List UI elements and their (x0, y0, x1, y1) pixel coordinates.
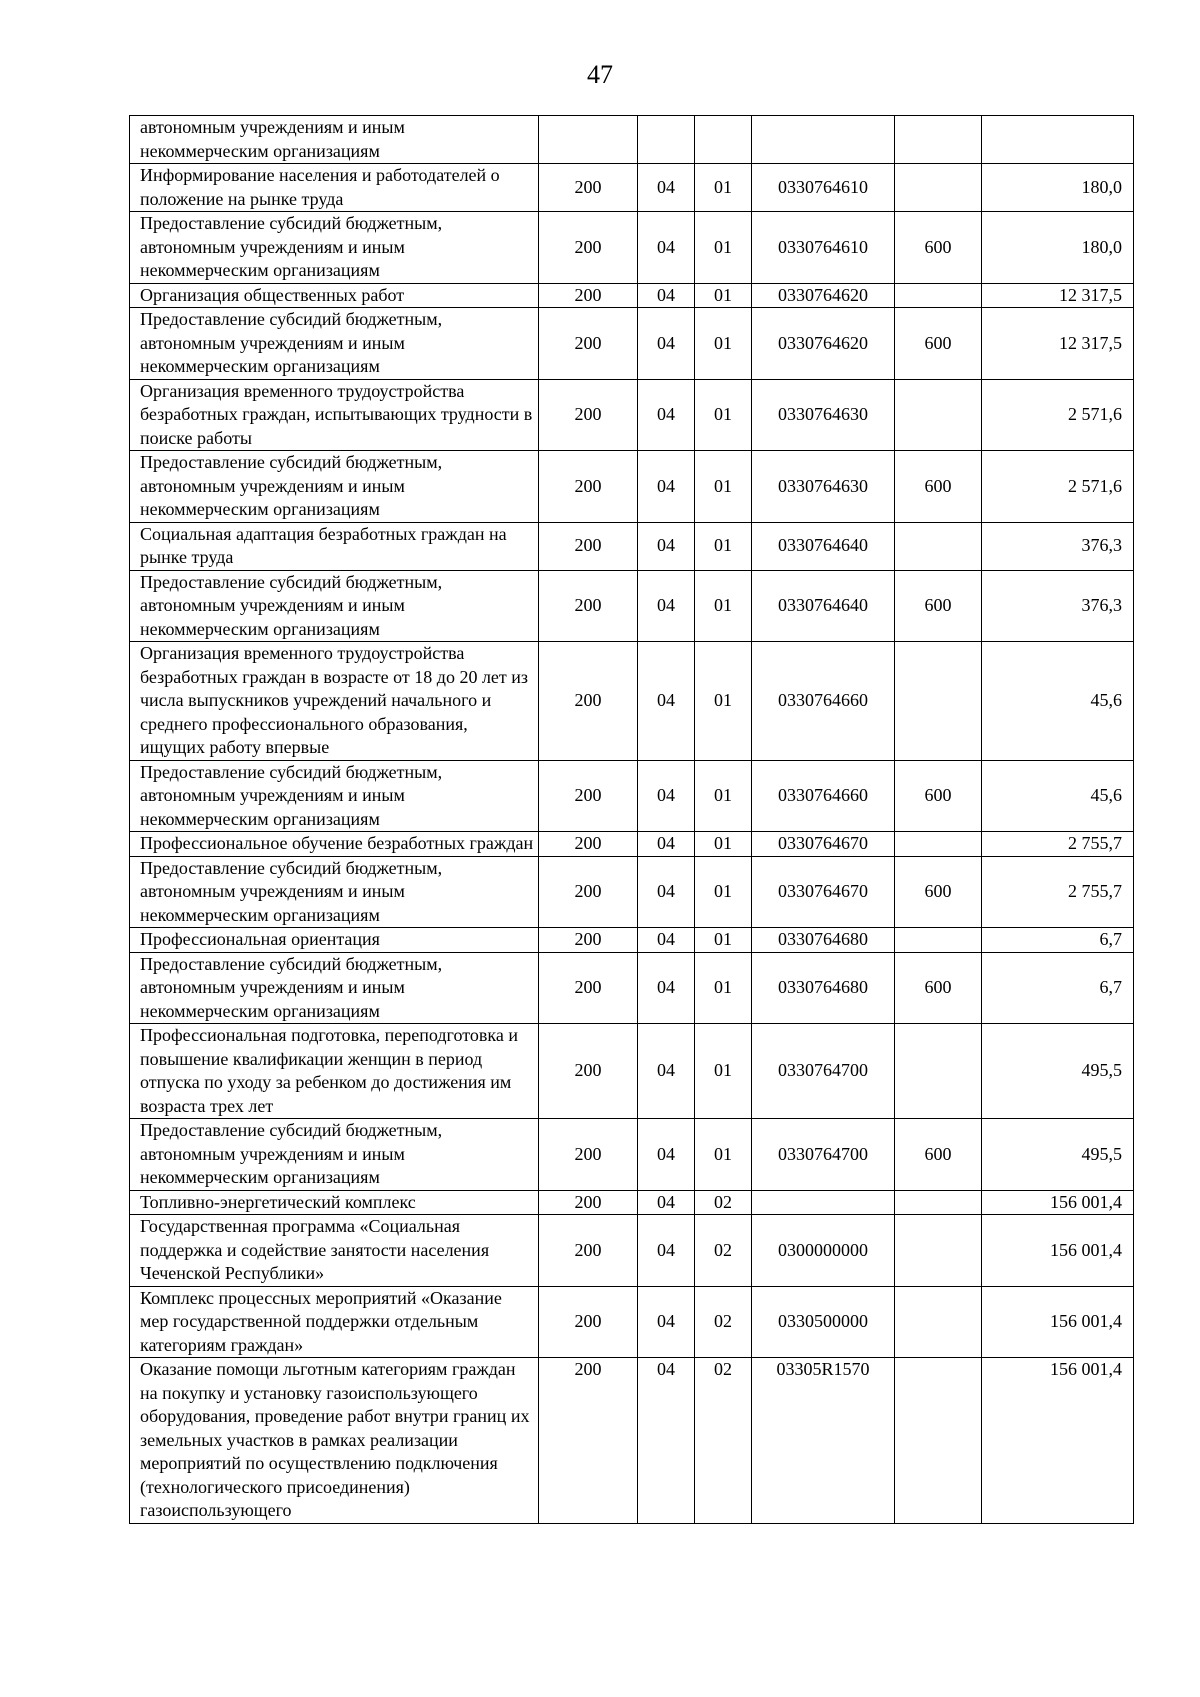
cell-expense-type (895, 522, 982, 570)
cell-amount: 156 001,4 (982, 1358, 1134, 1524)
cell-expense-type (895, 1286, 982, 1358)
cell-subsection: 01 (695, 164, 752, 212)
cell-amount: 495,5 (982, 1119, 1134, 1191)
cell-target-code: 0330764610 (752, 164, 895, 212)
cell-ministry: 200 (539, 856, 638, 928)
table-row (130, 379, 1134, 451)
cell-name: Информирование населения и работодателей о положение на рынке труда (130, 164, 539, 212)
cell-section: 04 (638, 451, 695, 523)
cell-subsection: 01 (695, 856, 752, 928)
budget-table (129, 115, 1134, 1524)
cell-expense-type (895, 164, 982, 212)
cell-amount: 45,6 (982, 760, 1134, 832)
cell-target-code: 0330764700 (752, 1024, 895, 1119)
cell-subsection: 01 (695, 928, 752, 953)
cell-expense-type (895, 1190, 982, 1215)
cell-section: 04 (638, 522, 695, 570)
cell-section: 04 (638, 570, 695, 642)
cell-target-code: 0330764670 (752, 832, 895, 857)
cell-target-code (752, 116, 895, 164)
cell-ministry: 200 (539, 1024, 638, 1119)
cell-section: 04 (638, 308, 695, 380)
table-body (130, 116, 1134, 1524)
cell-target-code: 0330764660 (752, 760, 895, 832)
table-row (130, 522, 1134, 570)
table-row (130, 952, 1134, 1024)
cell-subsection (695, 116, 752, 164)
cell-expense-type: 600 (895, 952, 982, 1024)
cell-ministry: 200 (539, 1286, 638, 1358)
cell-target-code: 0330764640 (752, 570, 895, 642)
cell-target-code: 0330764630 (752, 451, 895, 523)
cell-section: 04 (638, 379, 695, 451)
cell-section: 04 (638, 1358, 695, 1524)
cell-ministry: 200 (539, 451, 638, 523)
cell-name: Оказание помощи льготным категориям граждан на покупку и установку газоиспользующего оборудования, проведение работ внутри границ их земельных участков в рамках реализации мероприятий по осуществлению подключения (технологического присоединения) газоиспользующего (130, 1358, 539, 1524)
cell-name: Организация временного трудоустройства безработных граждан, испытывающих трудности в поиске работы (130, 379, 539, 451)
table-row (130, 1215, 1134, 1287)
cell-expense-type (895, 283, 982, 308)
cell-amount: 12 317,5 (982, 283, 1134, 308)
cell-amount: 376,3 (982, 570, 1134, 642)
cell-amount (982, 116, 1134, 164)
cell-expense-type: 600 (895, 1119, 982, 1191)
cell-target-code: 0330764630 (752, 379, 895, 451)
cell-section: 04 (638, 212, 695, 284)
cell-name: Комплекс процессных мероприятий «Оказание мер государственной поддержки отдельным категориям граждан» (130, 1286, 539, 1358)
cell-name: Предоставление субсидий бюджетным, автономным учреждениям и иным некоммерческим организациям (130, 760, 539, 832)
cell-target-code: 0300000000 (752, 1215, 895, 1287)
cell-ministry (539, 116, 638, 164)
table-row (130, 642, 1134, 761)
cell-subsection: 01 (695, 308, 752, 380)
cell-subsection: 02 (695, 1358, 752, 1524)
cell-amount: 376,3 (982, 522, 1134, 570)
cell-target-code: 0330764640 (752, 522, 895, 570)
cell-amount: 12 317,5 (982, 308, 1134, 380)
cell-target-code: 0330764610 (752, 212, 895, 284)
cell-expense-type: 600 (895, 760, 982, 832)
cell-subsection: 01 (695, 1119, 752, 1191)
cell-target-code: 03305R1570 (752, 1358, 895, 1524)
cell-amount: 6,7 (982, 952, 1134, 1024)
cell-amount: 156 001,4 (982, 1190, 1134, 1215)
cell-subsection: 01 (695, 952, 752, 1024)
cell-subsection: 01 (695, 522, 752, 570)
cell-subsection: 01 (695, 642, 752, 761)
table-row (130, 212, 1134, 284)
cell-expense-type (895, 642, 982, 761)
cell-ministry: 200 (539, 928, 638, 953)
table-row (130, 856, 1134, 928)
table-row (130, 116, 1134, 164)
cell-name: Топливно-энергетический комплекс (130, 1190, 539, 1215)
cell-ministry: 200 (539, 760, 638, 832)
cell-amount: 2 571,6 (982, 451, 1134, 523)
cell-amount: 180,0 (982, 212, 1134, 284)
cell-amount: 180,0 (982, 164, 1134, 212)
cell-name: автономным учреждениям и иным некоммерческим организациям (130, 116, 539, 164)
cell-expense-type (895, 116, 982, 164)
cell-target-code (752, 1190, 895, 1215)
cell-ministry: 200 (539, 1215, 638, 1287)
cell-expense-type (895, 1215, 982, 1287)
cell-target-code: 0330764700 (752, 1119, 895, 1191)
cell-expense-type (895, 832, 982, 857)
cell-target-code: 0330764670 (752, 856, 895, 928)
cell-ministry: 200 (539, 212, 638, 284)
cell-section: 04 (638, 1024, 695, 1119)
cell-expense-type: 600 (895, 570, 982, 642)
cell-name: Предоставление субсидий бюджетным, автономным учреждениям и иным некоммерческим организациям (130, 451, 539, 523)
cell-name: Организация временного трудоустройства безработных граждан в возрасте от 18 до 20 лет из числа выпускников учреждений начального и среднего профессионального образования, ищущих работу впервые (130, 642, 539, 761)
cell-name: Организация общественных работ (130, 283, 539, 308)
cell-name: Предоставление субсидий бюджетным, автономным учреждениям и иным некоммерческим организациям (130, 856, 539, 928)
cell-section: 04 (638, 832, 695, 857)
table-row (130, 164, 1134, 212)
cell-section: 04 (638, 642, 695, 761)
cell-subsection: 02 (695, 1215, 752, 1287)
cell-ministry: 200 (539, 642, 638, 761)
table-row (130, 283, 1134, 308)
cell-target-code: 0330764660 (752, 642, 895, 761)
cell-name: Государственная программа «Социальная поддержка и содействие занятости населения Чеченской Республики» (130, 1215, 539, 1287)
table-row (130, 308, 1134, 380)
cell-section: 04 (638, 1286, 695, 1358)
cell-ministry: 200 (539, 1358, 638, 1524)
page-number: 47 (587, 60, 613, 89)
cell-target-code: 0330764680 (752, 952, 895, 1024)
table-row (130, 1119, 1134, 1191)
cell-section: 04 (638, 856, 695, 928)
cell-amount: 156 001,4 (982, 1215, 1134, 1287)
cell-amount: 6,7 (982, 928, 1134, 953)
cell-name: Предоставление субсидий бюджетным, автономным учреждениям и иным некоммерческим организациям (130, 308, 539, 380)
cell-subsection: 02 (695, 1286, 752, 1358)
cell-section: 04 (638, 1119, 695, 1191)
cell-name: Профессиональное обучение безработных граждан (130, 832, 539, 857)
cell-expense-type: 600 (895, 212, 982, 284)
cell-expense-type (895, 1024, 982, 1119)
cell-amount: 45,6 (982, 642, 1134, 761)
cell-subsection: 02 (695, 1190, 752, 1215)
cell-ministry: 200 (539, 379, 638, 451)
cell-section: 04 (638, 1215, 695, 1287)
cell-ministry: 200 (539, 570, 638, 642)
cell-section: 04 (638, 1190, 695, 1215)
cell-subsection: 01 (695, 212, 752, 284)
cell-name: Предоставление субсидий бюджетным, автономным учреждениям и иным некоммерческим организациям (130, 1119, 539, 1191)
cell-subsection: 01 (695, 570, 752, 642)
cell-subsection: 01 (695, 451, 752, 523)
cell-expense-type (895, 379, 982, 451)
cell-subsection: 01 (695, 379, 752, 451)
cell-ministry: 200 (539, 832, 638, 857)
cell-ministry: 200 (539, 308, 638, 380)
cell-expense-type: 600 (895, 856, 982, 928)
cell-subsection: 01 (695, 283, 752, 308)
cell-amount: 2 571,6 (982, 379, 1134, 451)
cell-expense-type (895, 928, 982, 953)
cell-expense-type: 600 (895, 308, 982, 380)
cell-expense-type: 600 (895, 451, 982, 523)
cell-expense-type (895, 1358, 982, 1524)
table-row (130, 451, 1134, 523)
cell-section: 04 (638, 164, 695, 212)
cell-amount: 2 755,7 (982, 832, 1134, 857)
cell-name: Предоставление субсидий бюджетным, автономным учреждениям и иным некоммерческим организациям (130, 952, 539, 1024)
cell-ministry: 200 (539, 164, 638, 212)
cell-target-code: 0330764680 (752, 928, 895, 953)
cell-ministry: 200 (539, 1119, 638, 1191)
table-row (130, 1358, 1134, 1524)
cell-target-code: 0330764620 (752, 283, 895, 308)
table-row (130, 1190, 1134, 1215)
cell-target-code: 0330500000 (752, 1286, 895, 1358)
cell-amount: 495,5 (982, 1024, 1134, 1119)
cell-section (638, 116, 695, 164)
cell-section: 04 (638, 283, 695, 308)
cell-subsection: 01 (695, 832, 752, 857)
cell-ministry: 200 (539, 522, 638, 570)
cell-ministry: 200 (539, 952, 638, 1024)
table-row (130, 832, 1134, 857)
cell-section: 04 (638, 952, 695, 1024)
cell-subsection: 01 (695, 1024, 752, 1119)
cell-section: 04 (638, 928, 695, 953)
cell-target-code: 0330764620 (752, 308, 895, 380)
table-row (130, 760, 1134, 832)
cell-name: Предоставление субсидий бюджетным, автономным учреждениям и иным некоммерческим организациям (130, 570, 539, 642)
table-row (130, 1024, 1134, 1119)
table-row (130, 928, 1134, 953)
cell-amount: 156 001,4 (982, 1286, 1134, 1358)
cell-name: Социальная адаптация безработных граждан на рынке труда (130, 522, 539, 570)
cell-name: Профессиональная подготовка, переподготовка и повышение квалификации женщин в период отпуска по уходу за ребенком до достижения им возраста трех лет (130, 1024, 539, 1119)
cell-section: 04 (638, 760, 695, 832)
cell-name: Профессиональная ориентация (130, 928, 539, 953)
cell-subsection: 01 (695, 760, 752, 832)
cell-name: Предоставление субсидий бюджетным, автономным учреждениям и иным некоммерческим организациям (130, 212, 539, 284)
cell-ministry: 200 (539, 1190, 638, 1215)
cell-amount: 2 755,7 (982, 856, 1134, 928)
table-row (130, 570, 1134, 642)
table-row (130, 1286, 1134, 1358)
cell-ministry: 200 (539, 283, 638, 308)
